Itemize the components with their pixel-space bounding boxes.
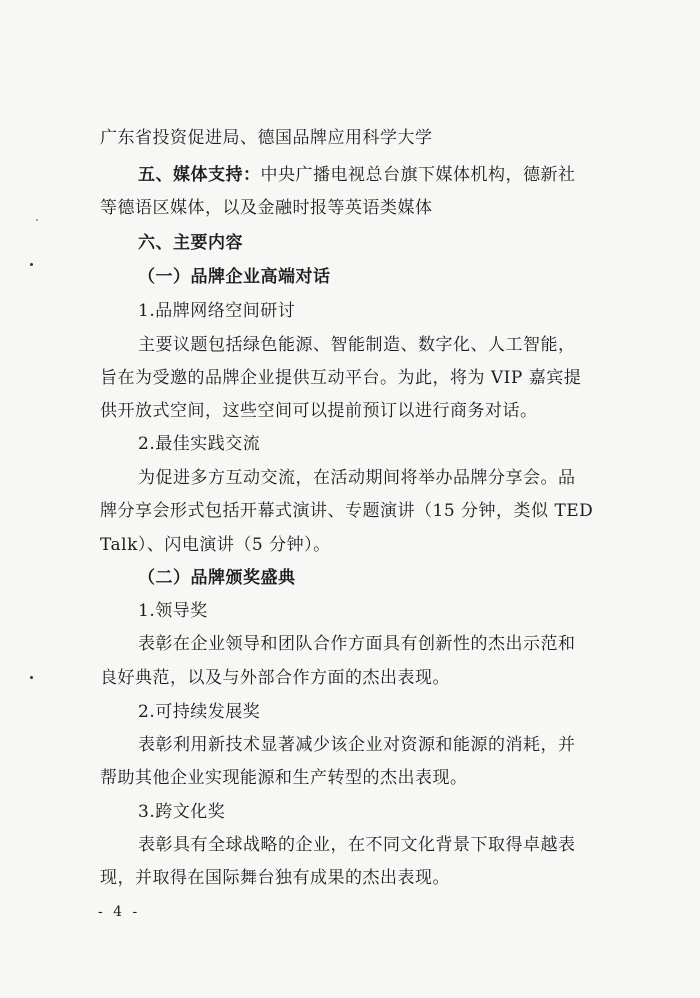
text-line-9: 供开放式空间，这些空间可以提前预订以进行商务对话。 xyxy=(100,401,538,421)
text-line-12: 牌分享会形式包括开幕式演讲、专题演讲（15 分钟，类似 TED xyxy=(100,501,594,521)
text-line-2-content: 中央广播电视总台旗下媒体机构，德新社 xyxy=(260,165,576,185)
page-number: - 4 - xyxy=(98,904,141,920)
text-line-16: 表彰在企业领导和团队合作方面具有创新性的杰出示范和 xyxy=(138,634,576,654)
item-heading-crosscultural: 3.跨文化奖 xyxy=(138,802,226,822)
text-line-3: 等德语区媒体，以及金融时报等英语类媒体 xyxy=(100,198,433,218)
text-line-8: 旨在为受邀的品牌企业提供互动平台。为此，将为 VIP 嘉宾提 xyxy=(100,368,582,388)
item-heading-2: 2.最佳实践交流 xyxy=(138,434,261,454)
text-line-7: 主要议题包括绿色能源、智能制造、数字化、人工智能， xyxy=(138,335,576,355)
section-heading-media: 五、媒体支持： xyxy=(138,165,261,185)
text-line-22: 表彰具有全球战略的企业，在不同文化背景下取得卓越表 xyxy=(138,835,576,855)
text-line-13: Talk）、闪电演讲（5 分钟）。 xyxy=(100,535,331,555)
section-heading-content: 六、主要内容 xyxy=(138,233,243,253)
scan-dot xyxy=(30,263,33,266)
item-heading-1: 1.品牌网络空间研讨 xyxy=(138,301,296,321)
scan-speck xyxy=(36,219,38,221)
text-line-20: 帮助其他企业实现能源和生产转型的杰出表现。 xyxy=(100,768,468,788)
text-line-11: 为促进多方互动交流，在活动期间将举办品牌分享会。品 xyxy=(138,468,576,488)
text-line-2 xyxy=(138,163,576,187)
text-line-19: 表彰利用新技术显著减少该企业对资源和能源的消耗，并 xyxy=(138,735,576,755)
subsection-heading-awards: （二）品牌颁奖盛典 xyxy=(138,568,296,588)
text-line-17: 良好典范，以及与外部合作方面的杰出表现。 xyxy=(100,668,450,688)
subsection-heading-dialogue: （一）品牌企业高端对话 xyxy=(138,267,331,287)
item-heading-leadership: 1.领导奖 xyxy=(138,601,208,621)
text-line-1: 广东省投资促进局、德国品牌应用科学大学 xyxy=(100,128,433,148)
text-line-23: 现，并取得在国际舞台独有成果的杰出表现。 xyxy=(100,868,450,888)
scan-dot xyxy=(30,676,33,679)
item-heading-sustainability: 2.可持续发展奖 xyxy=(138,702,261,722)
